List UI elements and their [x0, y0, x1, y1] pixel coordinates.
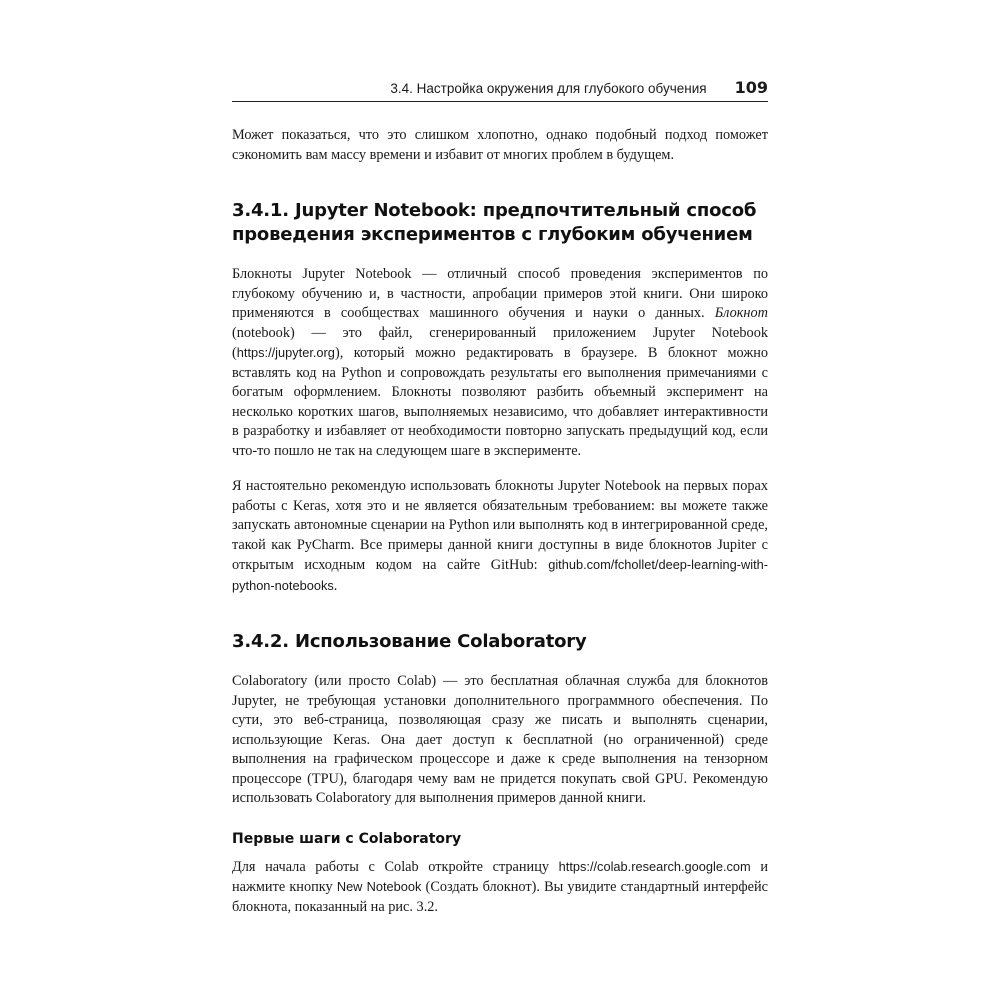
section-heading-3-4-2: 3.4.2. Использование Colaboratory — [232, 631, 587, 652]
colab-paragraph: Colaboratory (или просто Colab) — это бесплатная облачная служба для блокнотов Jupyter, не требующая установки дополнительного программного обеспечения. По сути, это веб-страница, позволяющая сразу же писать и выполнять сценарии, использующие Keras. Она дает доступ к бесплатной (но ограниченной) среде выполнения на графическом процессоре и даже к среде выполнения на тензорном процессоре (TPU), благодаря чему вам не придется покупать свой GPU. Рекомендую использовать Colaboratory для выполнения примеров данной книги. — [232, 673, 768, 806]
text-run: (notebook) — это файл, сгенерированный приложением Jupyter Notebook ( — [232, 324, 768, 361]
text-run: и нажмите кнопку — [232, 858, 768, 895]
running-header — [232, 78, 768, 102]
jupyter-paragraph-1 — [232, 265, 768, 461]
text-run: (Создать блокнот). Вы увидите стандартный интерфейс блокнота, показанный на рис. 3.2. — [232, 879, 769, 915]
first-steps-paragraph — [232, 857, 768, 918]
jupyter-url-link[interactable]: https://jupyter.org — [236, 345, 335, 360]
term-notebook: Блокнот — [714, 305, 768, 321]
jupyter-paragraph-2 — [232, 477, 768, 596]
section-heading-3-4-1: 3.4.1. Jupyter Notebook: предпочтительный способ проведения экспериментов с глубоким обучением — [232, 200, 757, 245]
subsection-heading: Первые шаги с Colaboratory — [232, 830, 462, 847]
text-run: . — [333, 577, 338, 594]
text-run: Для начала работы с Colab откройте страницу — [232, 858, 559, 875]
book-page — [232, 78, 768, 917]
new-notebook-button-label: New Notebook — [336, 879, 422, 894]
intro-paragraph: Может показаться, что это слишком хлопотно, однако подобный подход поможет сэкономить вам массу времени и избавит от многих проблем в будущем. — [232, 127, 768, 163]
text-run: ), который можно редактировать в браузере. В блокнот можно вставлять код на Python и сопровождать результаты его выполнения примечаниями с богатым оформлением. Блокноты позволяют разбить объемный эксперимент на несколько коротких шагов, выполняемых независимо, что добавляет интерактивности в разработку и избавляет от необходимости повторно запускать предыдущий код, если что-то пошло не так на следующем шаге в эксперименте. — [232, 345, 768, 459]
page-number: 109 — [734, 78, 768, 97]
colab-url-link[interactable]: https://colab.research.google.com — [558, 858, 751, 874]
running-title: 3.4. Настройка окружения для глубокого обучения — [390, 81, 707, 96]
text-run: Блокноты Jupyter Notebook — отличный способ проведения экспериментов по глубокому обучению и, в частности, апробации примеров этой книги. Они широко применяются в сообществах машинного обучения и науки о данных. — [232, 266, 768, 321]
github-url-link[interactable]: github.com/fchollet/deep-learning-with-python-notebooks — [232, 557, 768, 593]
text-run: Я настоятельно рекомендую использовать блокноты Jupyter Notebook на первых порах работы с Keras, хотя это и не является обязательным требованием: вы можете также запускать автономные сценарии на Python или выполнять код в интегрированной среде, такой как PyCharm. Все примеры данной книги доступны в виде блокнотов Jupiter с открытым исходным кодом на сайте GitHub: — [232, 478, 768, 573]
